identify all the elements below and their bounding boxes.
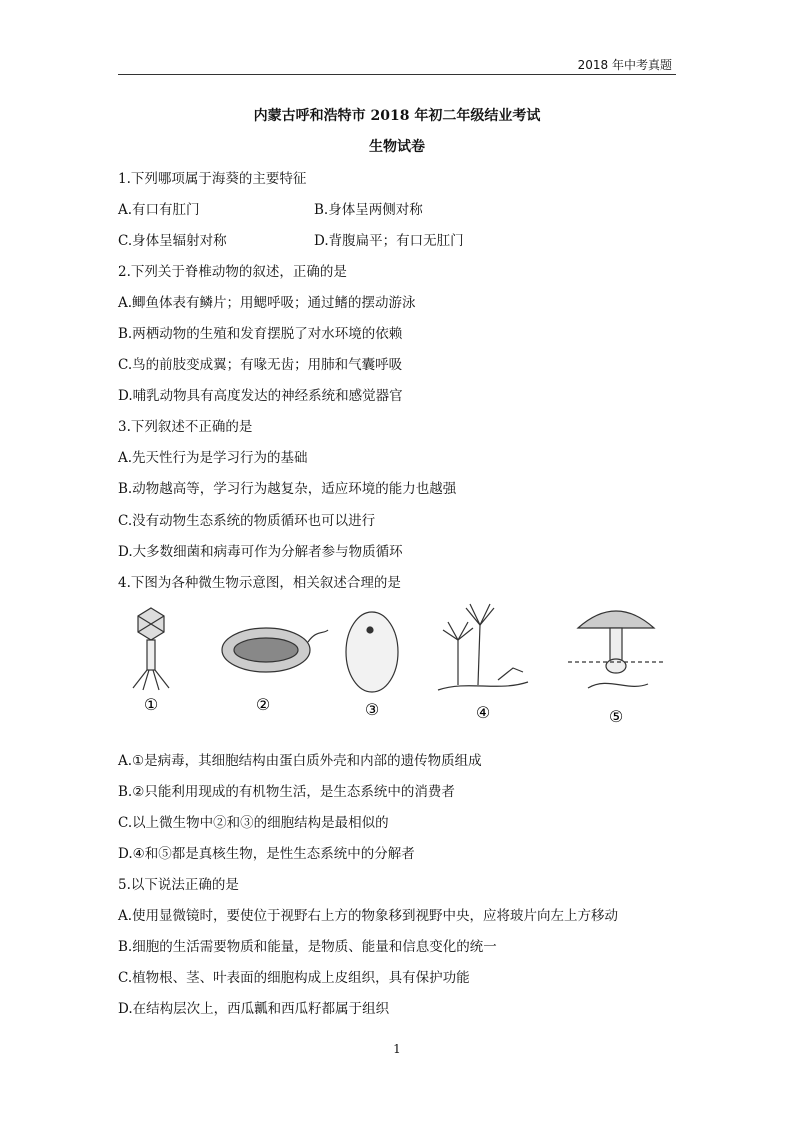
q1-option-d: D.背腹扁平；有口无肛门	[314, 233, 464, 249]
q5-option-d: D.在结构层次上，西瓜瓤和西瓜籽都属于组织	[118, 1001, 390, 1017]
bacterium-drawing	[222, 628, 328, 672]
figure-label-5: ⑤	[608, 707, 624, 725]
q2-option-a: A.鲫鱼体表有鳞片；用鳃呼吸；通过鳍的摆动游泳	[118, 295, 416, 311]
q3-option-b: B.动物越高等，学习行为越复杂，适应环境的能力也越强	[118, 481, 457, 497]
q1-stem: 1.下列哪项属于海葵的主要特征	[118, 171, 307, 187]
q4-option-a: A.①是病毒，其细胞结构由蛋白质外壳和内部的遗传物质组成	[118, 753, 482, 769]
yeast-drawing	[346, 612, 398, 692]
header-text: 2018 年中考真题	[577, 58, 672, 72]
q2-option-c: C.鸟的前肢变成翼；有喙无齿；用肺和气囊呼吸	[118, 357, 403, 373]
q2-option-b: B.两栖动物的生殖和发育摆脱了对水环境的依赖	[118, 326, 403, 342]
q3-stem: 3.下列叙述不正确的是	[118, 419, 253, 435]
microorganism-figure	[118, 600, 678, 725]
figure-label-4: ④	[475, 703, 491, 722]
page-number: 1	[393, 1042, 401, 1056]
q3-option-a: A.先天性行为是学习行为的基础	[118, 450, 308, 466]
q4-stem: 4.下图为各种微生物示意图，相关叙述合理的是	[118, 575, 401, 591]
mushroom-drawing	[568, 611, 663, 688]
q4-option-c: C.以上微生物中②和③的细胞结构是最相似的	[118, 815, 389, 831]
q2-option-d: D.哺乳动物具有高度发达的神经系统和感觉器官	[118, 388, 403, 404]
q5-option-a: A.使用显微镜时，要使位于视野右上方的物象移到视野中央，应将玻片向左上方移动	[118, 908, 619, 924]
q1-option-c: C.身体呈辐射对称	[118, 233, 227, 249]
q3-option-d: D.大多数细菌和病毒可作为分解者参与物质循环	[118, 544, 403, 560]
q1-option-b: B.身体呈两侧对称	[314, 202, 423, 218]
figure-label-3: ③	[364, 700, 380, 719]
q3-option-c: C.没有动物生态系统的物质循环也可以进行	[118, 513, 376, 529]
q5-option-b: B.细胞的生活需要物质和能量，是物质、能量和信息变化的统一	[118, 939, 497, 955]
q4-option-b: B.②只能利用现成的有机物生活，是生态系统中的消费者	[118, 784, 455, 800]
q1-option-a: A.有口有肛门	[118, 202, 200, 218]
exam-title: 内蒙古呼和浩特市 2018 年初二年级结业考试	[253, 108, 541, 124]
q5-stem: 5.以下说法正确的是	[118, 877, 239, 893]
exam-subtitle: 生物试卷	[369, 139, 425, 155]
figure-label-2: ②	[255, 695, 271, 714]
bacteriophage-drawing	[133, 608, 169, 690]
q2-stem: 2.下列关于脊椎动物的叙述，正确的是	[118, 264, 347, 280]
q5-option-c: C.植物根、茎、叶表面的细胞构成上皮组织，具有保护功能	[118, 970, 470, 986]
figure-label-1: ①	[143, 695, 159, 714]
mold-drawing	[438, 604, 528, 690]
q4-option-d: D.④和⑤都是真核生物，是性生态系统中的分解者	[118, 846, 415, 862]
page-header	[118, 56, 676, 75]
